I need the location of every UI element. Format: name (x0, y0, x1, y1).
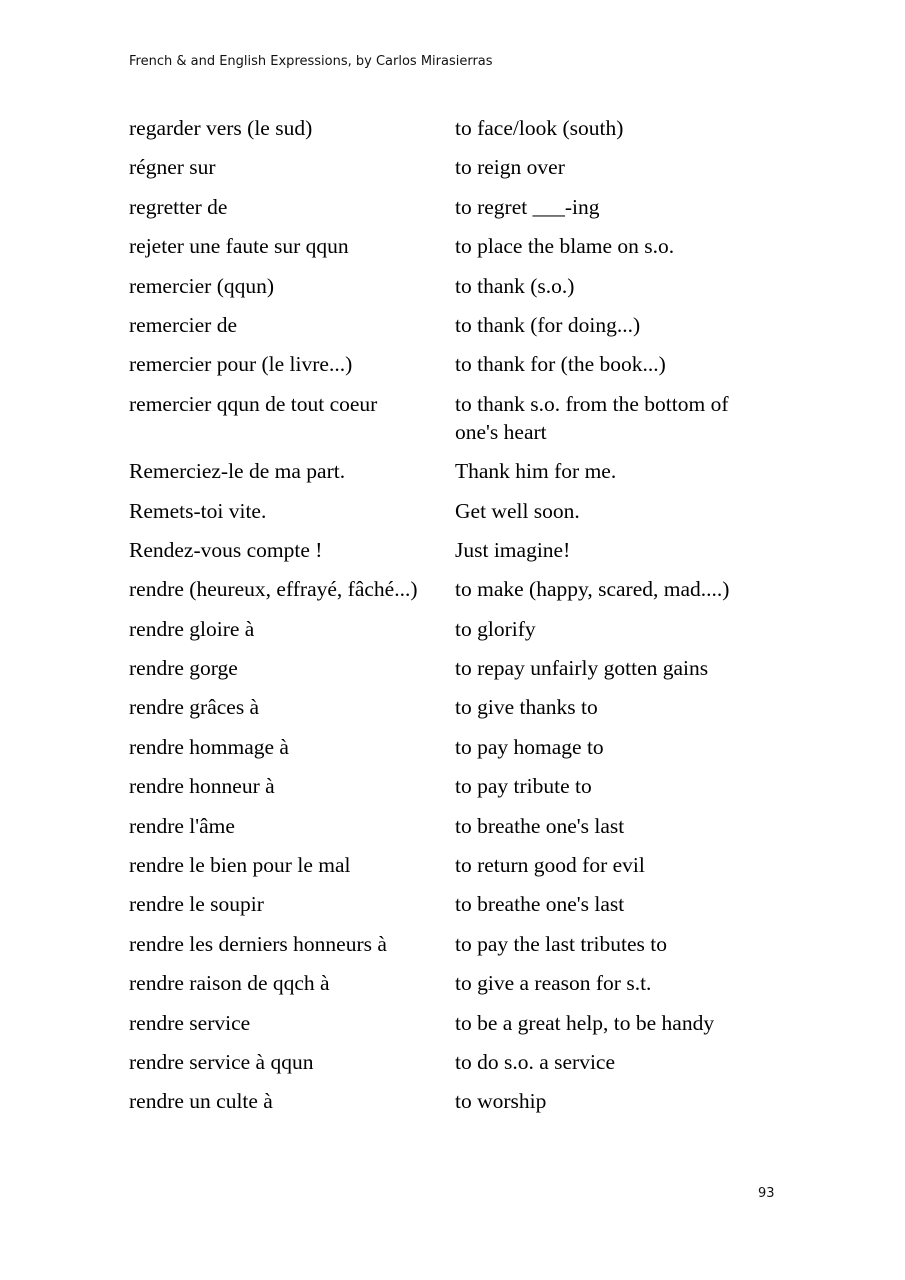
french-expression: rendre gloire à (129, 616, 255, 641)
table-row (129, 350, 789, 378)
french-expression: remercier pour (le livre...) (129, 352, 353, 377)
table-row (129, 1009, 789, 1037)
table-row (129, 575, 789, 603)
french-expression: remercier de (129, 312, 238, 337)
english-translation: to place the blame on s.o. (455, 234, 675, 259)
english-translation: to thank for (the book...) (455, 352, 666, 377)
table-row (129, 1087, 789, 1115)
english-translation: to pay the last tributes to (455, 931, 667, 956)
french-expression: rendre grâces à (129, 695, 260, 720)
english-translation: to glorify (455, 616, 536, 641)
english-translation: to repay unfairly gotten gains (455, 656, 709, 681)
english-translation: to do s.o. a service (455, 1049, 616, 1074)
table-row (129, 153, 789, 181)
table-row (129, 457, 789, 485)
english-translation: to breathe one's last (455, 813, 625, 838)
english-translation: to thank (s.o.) (455, 273, 575, 298)
french-expression: rendre honneur à (129, 774, 275, 799)
table-row (129, 733, 789, 761)
english-translation: to worship (455, 1089, 547, 1114)
table-row (129, 1048, 789, 1076)
table-row (129, 969, 789, 997)
french-expression: rendre un culte à (129, 1089, 273, 1114)
french-expression: rendre gorge (129, 656, 238, 681)
english-translation: to pay tribute to (455, 774, 592, 799)
english-translation: to give thanks to (455, 695, 598, 720)
french-expression: remercier qqun de tout coeur (129, 391, 378, 416)
english-translation: to thank s.o. from the bottom of one's heart (455, 391, 729, 444)
table-row (129, 890, 789, 918)
french-expression: rendre l'âme (129, 813, 235, 838)
table-row (129, 311, 789, 339)
english-translation: to regret ___-ing (455, 194, 600, 219)
running-header: French & and English Expressions, by Carlos Mirasierras (129, 54, 493, 69)
french-expression: rejeter une faute sur qqun (129, 234, 349, 259)
table-row (129, 114, 789, 142)
english-translation: Thank him for me. (455, 459, 617, 484)
french-expression: Remerciez-le de ma part. (129, 459, 346, 484)
english-translation: to reign over (455, 155, 565, 180)
table-row (129, 497, 789, 525)
english-translation: Get well soon. (455, 498, 580, 523)
french-expression: remercier (qqun) (129, 273, 275, 298)
english-translation: to return good for evil (455, 853, 645, 878)
table-row (129, 272, 789, 300)
french-expression: Remets-toi vite. (129, 498, 267, 523)
english-translation: to give a reason for s.t. (455, 971, 652, 996)
french-expression: rendre le soupir (129, 892, 264, 917)
english-translation: to thank (for doing...) (455, 312, 641, 337)
french-expression: regarder vers (le sud) (129, 116, 313, 140)
table-row (129, 193, 789, 221)
expression-table (129, 114, 789, 1127)
english-translation: to be a great help, to be handy (455, 1010, 715, 1035)
table-row (129, 772, 789, 800)
table-row (129, 615, 789, 643)
french-expression: rendre service à qqun (129, 1049, 314, 1074)
french-expression: regretter de (129, 194, 228, 219)
table-row (129, 851, 789, 879)
table-row (129, 930, 789, 958)
table-row (129, 536, 789, 564)
french-expression: rendre le bien pour le mal (129, 853, 351, 878)
english-translation: to face/look (south) (455, 116, 624, 140)
english-translation: to pay homage to (455, 734, 604, 759)
french-expression: rendre les derniers honneurs à (129, 931, 387, 956)
french-expression: rendre hommage à (129, 734, 289, 759)
page-number: 93 (758, 1186, 775, 1201)
table-row (129, 693, 789, 721)
table-row (129, 390, 789, 446)
english-translation: Just imagine! (455, 537, 571, 562)
french-expression: rendre service (129, 1010, 251, 1035)
english-translation: to breathe one's last (455, 892, 625, 917)
french-expression: rendre raison de qqch à (129, 971, 330, 996)
table-row (129, 812, 789, 840)
table-row (129, 654, 789, 682)
english-translation: to make (happy, scared, mad....) (455, 577, 730, 602)
table-row (129, 232, 789, 260)
french-expression: régner sur (129, 155, 216, 180)
french-expression: Rendez-vous compte ! (129, 537, 323, 562)
french-expression: rendre (heureux, effrayé, fâché...) (129, 577, 418, 602)
